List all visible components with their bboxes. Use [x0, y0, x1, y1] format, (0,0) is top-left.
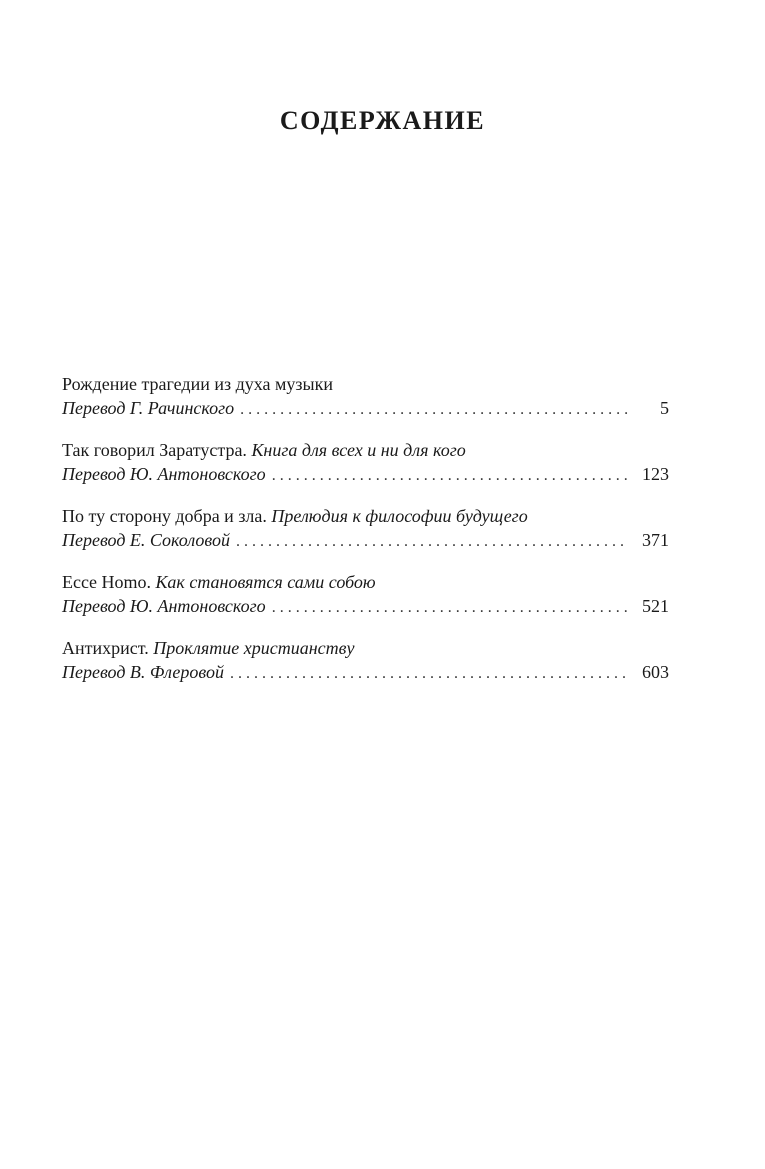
- entry-translator-line: [62, 660, 669, 686]
- toc-entry[interactable]: [62, 570, 669, 620]
- page-number: 5: [660, 398, 669, 418]
- entry-heading: [62, 504, 669, 528]
- page-number: 603: [642, 662, 669, 682]
- dot-leader: [272, 464, 629, 488]
- page-number: 521: [642, 596, 669, 616]
- toc-entry[interactable]: [62, 636, 669, 686]
- translator: Перевод Ю. Антоновского: [62, 464, 266, 484]
- dot-leader: [230, 662, 629, 686]
- translator: Перевод Ю. Антоновского: [62, 596, 266, 616]
- translator: Перевод В. Флеровой: [62, 662, 224, 682]
- work-title: Рождение трагедии из духа музыки: [62, 374, 333, 394]
- entry-heading: [62, 636, 669, 660]
- page-number: 371: [642, 530, 669, 550]
- work-title: Ecce Homo.: [62, 572, 151, 592]
- translator: Перевод Г. Рачинского: [62, 398, 235, 418]
- page-title: СОДЕРЖАНИЕ: [279, 106, 486, 135]
- dot-leader: [272, 596, 629, 620]
- toc-entry[interactable]: [62, 438, 669, 488]
- work-subtitle: Прелюдия к философии будущего: [271, 506, 528, 526]
- entry-translator-line: [62, 462, 669, 488]
- toc-entry[interactable]: [62, 372, 669, 422]
- work-title: По ту сторону добра и зла.: [62, 506, 267, 526]
- entry-translator-line: [62, 396, 669, 422]
- dot-leader: [240, 398, 629, 422]
- table-of-contents: [62, 372, 669, 702]
- page-number: 123: [642, 464, 669, 484]
- toc-entry[interactable]: [62, 504, 669, 554]
- dot-leader: [236, 530, 629, 554]
- entry-heading: [62, 372, 669, 396]
- work-subtitle: Книга для всех и ни для кого: [251, 440, 466, 460]
- work-title: Так говорил Заратустра.: [62, 440, 247, 460]
- work-subtitle: Проклятие христианству: [153, 638, 355, 658]
- translator: Перевод Е. Соколовой: [62, 530, 230, 550]
- work-title: Антихрист.: [62, 638, 149, 658]
- entry-translator-line: [62, 528, 669, 554]
- entry-heading: [62, 438, 669, 462]
- work-subtitle: Как становятся сами собою: [155, 572, 376, 592]
- entry-translator-line: [62, 594, 669, 620]
- entry-heading: [62, 570, 669, 594]
